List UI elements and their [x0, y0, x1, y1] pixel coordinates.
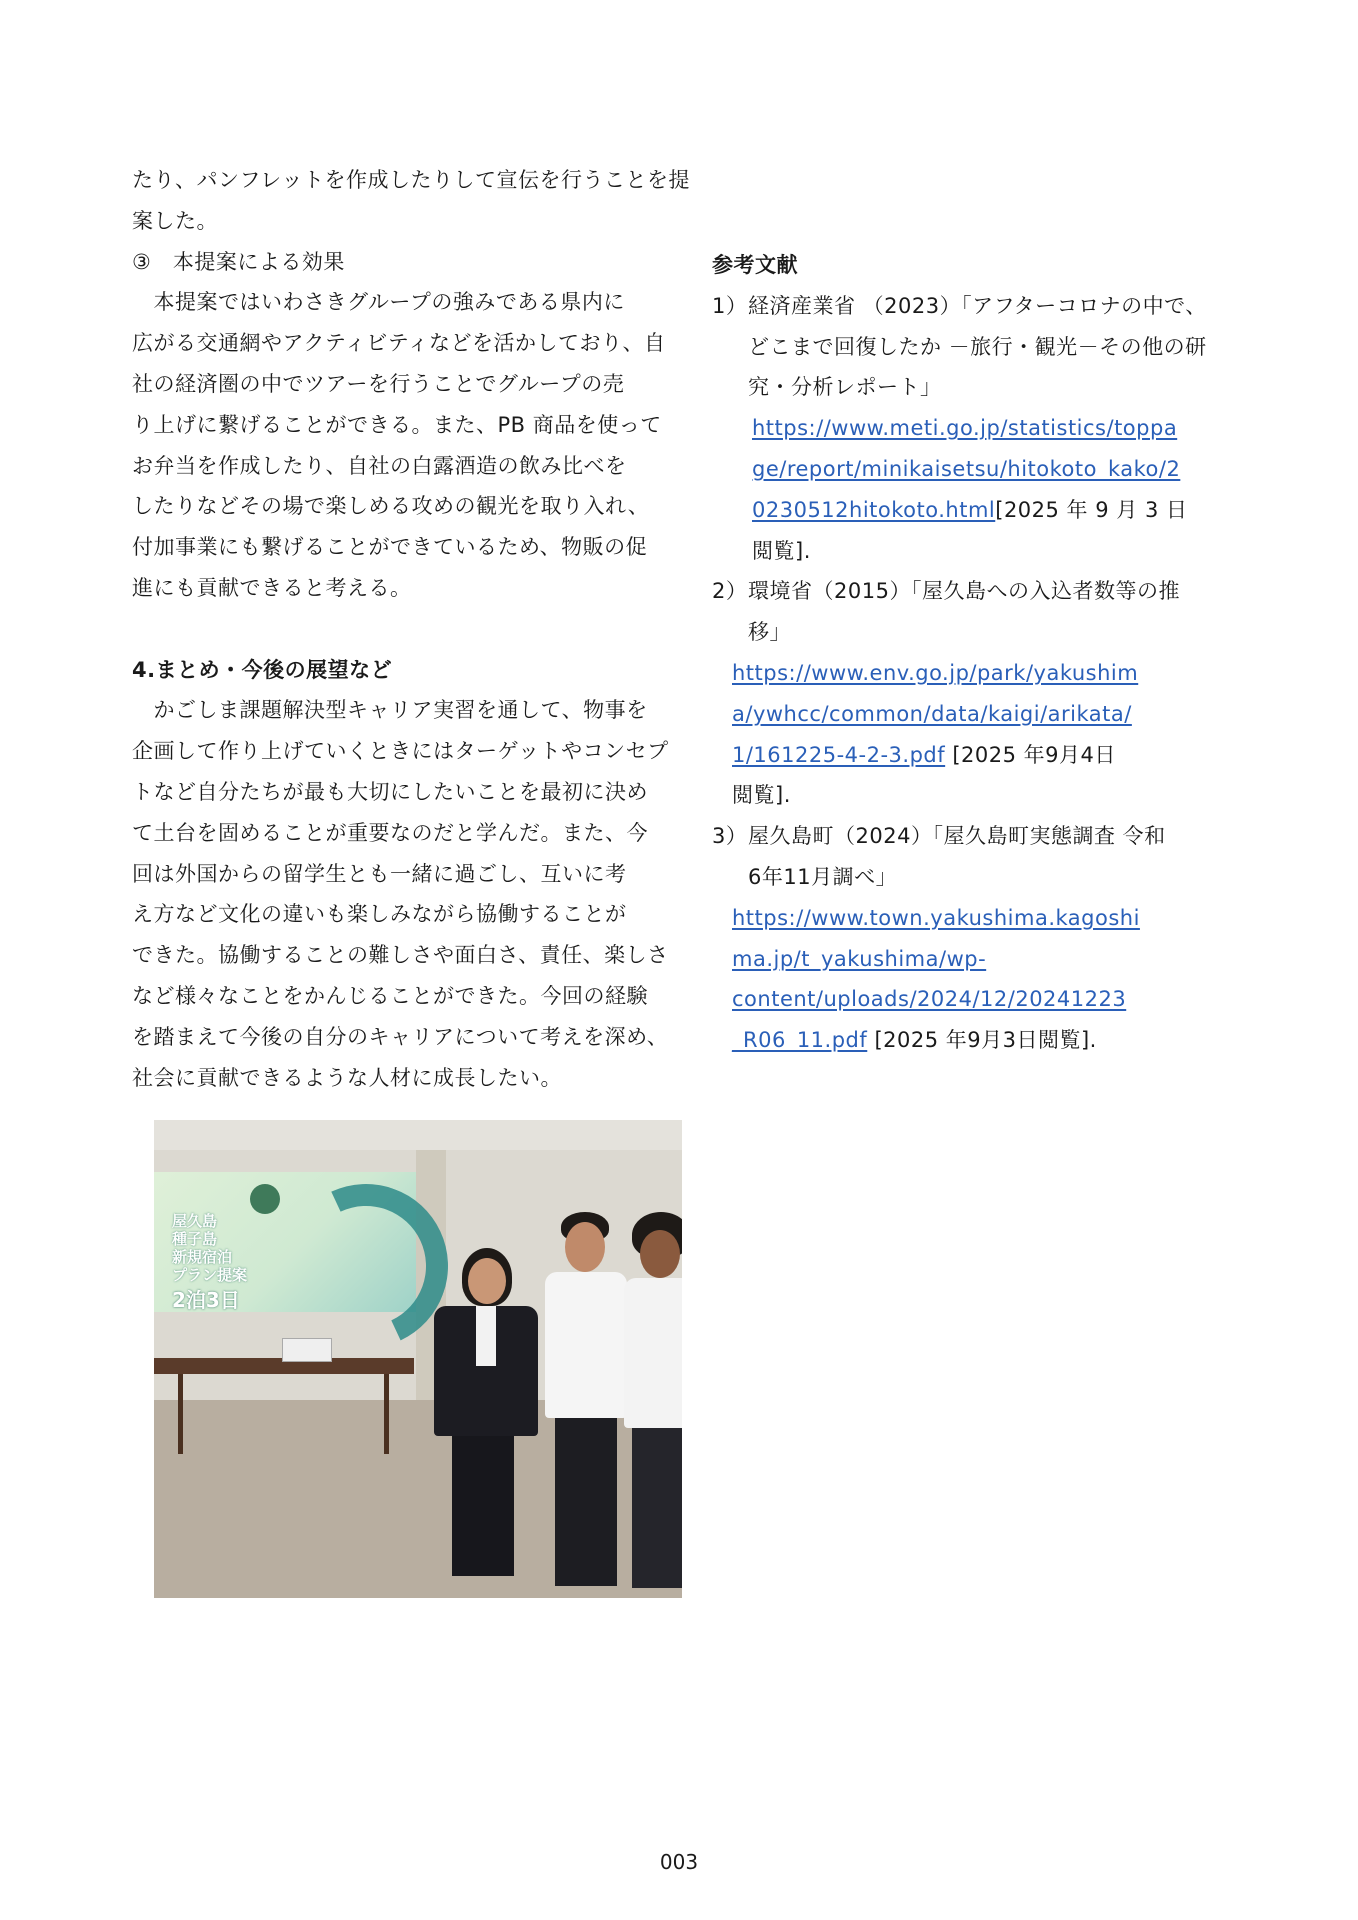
- reference-link[interactable]: a/ywhcc/common/data/kaigi/arikata/: [732, 701, 1132, 726]
- reference-link[interactable]: _R06_11.pdf: [732, 1028, 868, 1053]
- reference-link[interactable]: ge/report/minikaisetsu/hitokoto_kako/2: [752, 456, 1181, 481]
- printer: [282, 1338, 332, 1362]
- head: [640, 1230, 680, 1278]
- body-line: 企画して作り上げていくときにはターゲットやコンセプ: [132, 739, 669, 764]
- body-line: 社の経済圏の中でツアーを行うことでグループの売: [132, 371, 625, 396]
- shirt: [545, 1272, 627, 1418]
- reference-number: 2）: [712, 579, 748, 604]
- section-heading: 4.まとめ・今後の展望など: [132, 657, 393, 682]
- body-line: え方など文化の違いも楽しみながら協働することが: [132, 902, 627, 927]
- screen-line: プラン提案: [172, 1266, 248, 1284]
- body-line: 回は外国からの留学生とも一緒に過ごし、互いに考: [132, 861, 627, 886]
- body-line: り上げに繋げることができる。また、PB 商品を使って: [132, 412, 662, 437]
- body-line: たり、パンフレットを作成したりして宣伝を行うことを提: [132, 168, 690, 192]
- body-line: を踏まえて今後の自分のキャリアについて考えを深め、: [132, 1024, 669, 1049]
- screen-logo: [250, 1184, 280, 1214]
- access-date: [2025 年 9 月 3 日: [995, 497, 1188, 522]
- body-line: 社会に貢献できるような人材に成長したい。: [132, 1065, 562, 1090]
- body-line: 広がる交通網やアクティビティなどを活かしており、自: [132, 331, 666, 356]
- group-photo: [154, 1120, 682, 1598]
- reference-text: 経済産業省 （2023）「アフターコロナの中で、: [748, 293, 1207, 318]
- left-column: [132, 160, 690, 1098]
- photo-ceiling: [154, 1120, 682, 1150]
- body-line: お弁当を作成したり、自社の白露酒造の飲み比べを: [132, 453, 627, 478]
- head: [565, 1222, 605, 1272]
- reference-link[interactable]: https://www.env.go.jp/park/yakushim: [732, 660, 1139, 685]
- projection-screen: [154, 1172, 416, 1312]
- reference-link[interactable]: https://www.town.yakushima.kagoshi: [732, 905, 1140, 930]
- head: [468, 1258, 506, 1304]
- legs: [632, 1428, 682, 1588]
- access-date: [2025 年9月3日閲覧].: [867, 1028, 1097, 1053]
- screen-line: 屋久島: [172, 1212, 218, 1230]
- reference-link[interactable]: ma.jp/t_yakushima/wp-: [732, 946, 987, 971]
- legs: [555, 1418, 617, 1586]
- page-number: 003: [659, 1850, 699, 1874]
- access-date: 閲覧].: [752, 538, 811, 563]
- body-line: 本提案ではいわさきグループの強みである県内に: [132, 290, 625, 315]
- access-date: [2025 年9月4日: [945, 742, 1116, 767]
- reference-text: 環境省（2015）「屋久島への入込者数等の推: [748, 579, 1180, 604]
- body-line: 案した。: [132, 208, 218, 233]
- body-line: 進にも貢献できると考える。: [132, 575, 412, 600]
- screen-title: [172, 1212, 247, 1284]
- reference-text: 移」: [748, 620, 791, 645]
- body-line: したりなどその場で楽しめる攻めの観光を取り入れ、: [132, 494, 650, 519]
- access-date: 閲覧].: [732, 783, 791, 808]
- body-line: かごしま課題解決型キャリア実習を通して、物事を: [132, 698, 648, 723]
- reference-link[interactable]: content/uploads/2024/12/20241223: [732, 987, 1127, 1012]
- screen-line: 種子島: [172, 1230, 218, 1248]
- legs: [452, 1436, 514, 1576]
- reference-number: 1）: [712, 293, 748, 318]
- reference-text: 屋久島町（2024）「屋久島町実態調査 令和: [748, 824, 1166, 849]
- reference-link[interactable]: 1/161225-4-2-3.pdf: [732, 742, 946, 767]
- reference-text: どこまで回復したか －旅行・観光－その他の研: [748, 334, 1207, 359]
- reference-link[interactable]: https://www.meti.go.jp/statistics/toppa: [752, 416, 1178, 441]
- screen-line: 新規宿泊: [172, 1248, 233, 1266]
- reference-text: 6年11月調べ」: [748, 864, 898, 889]
- body-line: できた。協働することの難しさや面白さ、責任、楽しさ: [132, 943, 669, 968]
- reference-number: 3）: [712, 824, 748, 849]
- body-line: トなど自分たちが最も大切にしたいことを最初に決め: [132, 779, 648, 804]
- reference-2: [712, 571, 1252, 612]
- shirt: [624, 1278, 682, 1428]
- body-line: 付加事業にも繋げることができているため、物販の促: [132, 535, 648, 560]
- reference-1: [712, 286, 1252, 327]
- references: [712, 245, 1252, 1061]
- spacer: [132, 609, 672, 650]
- subsection-heading: ③ 本提案による効果: [132, 249, 345, 274]
- table-leg: [178, 1374, 183, 1454]
- reference-3: [712, 816, 1252, 857]
- body-line: て土台を固めることが重要なのだと学んだ。また、今: [132, 820, 648, 845]
- reference-link[interactable]: 0230512hitokoto.html: [752, 497, 996, 522]
- references-heading: 参考文献: [712, 253, 798, 277]
- reference-text: 究・分析レポート」: [748, 375, 942, 400]
- table-leg: [384, 1374, 389, 1454]
- body-line: など様々なことをかんじることができた。今回の経験: [132, 983, 648, 1008]
- screen-duration: 2泊3日: [172, 1288, 240, 1312]
- shirt: [476, 1306, 496, 1366]
